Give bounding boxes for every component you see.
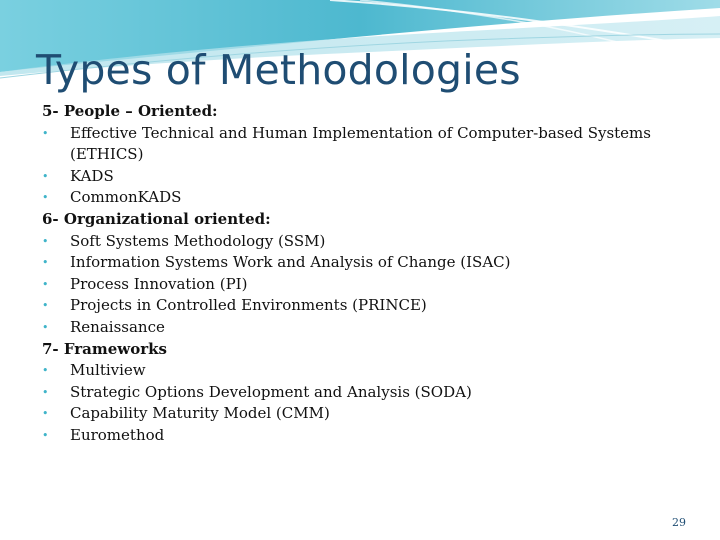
section-people-oriented (42, 101, 692, 209)
slide-title: Types of Methodologies (36, 46, 521, 94)
list-item (42, 382, 692, 404)
list-item (42, 187, 692, 209)
list-item-text: Capability Maturity Model (CMM) (70, 404, 330, 423)
list-item (42, 123, 692, 166)
list-item (42, 360, 692, 382)
list-item (42, 317, 692, 339)
bullet-icon: • (42, 320, 49, 334)
bullet-icon: • (42, 299, 49, 313)
page-number: 29 (672, 516, 686, 529)
list-item-text: Effective Technical and Human Implementation of Computer-based Systems (ETHICS) (70, 123, 651, 164)
list-item-text: Information Systems Work and Analysis of Change (ISAC) (70, 253, 511, 272)
methodology-list (42, 101, 692, 447)
section-heading: 7- Frameworks (42, 339, 167, 358)
list-item-text: Process Innovation (PI) (70, 274, 248, 293)
list-item (42, 403, 692, 425)
list-item (42, 274, 692, 296)
bullet-icon: • (42, 191, 49, 205)
list-item-text: KADS (70, 166, 114, 185)
bullet-icon: • (42, 169, 49, 183)
section-organizational-oriented (42, 209, 692, 339)
bullet-icon: • (42, 126, 49, 140)
bullet-icon: • (42, 364, 49, 378)
list-item (42, 295, 692, 317)
list-item-text: CommonKADS (70, 188, 182, 207)
list-item (42, 166, 692, 188)
list-item-text: Renaissance (70, 317, 165, 336)
bullet-icon: • (42, 234, 49, 248)
bullet-icon: • (42, 256, 49, 270)
list-item (42, 231, 692, 253)
section-heading: 5- People – Oriented: (42, 102, 218, 120)
list-item-text: Soft Systems Methodology (SSM) (70, 231, 326, 250)
bullet-icon: • (42, 407, 49, 421)
list-item (42, 252, 692, 274)
section-frameworks (42, 339, 692, 447)
bullet-icon: • (42, 428, 49, 442)
list-item-text: Strategic Options Development and Analysis (SODA) (70, 382, 472, 401)
section-heading: 6- Organizational oriented: (42, 209, 271, 228)
list-item-text: Euromethod (70, 425, 165, 444)
list-item-text: Multiview (70, 361, 146, 380)
bullet-icon: • (42, 277, 49, 291)
list-item-text: Projects in Controlled Environments (PRINCE) (70, 296, 427, 315)
bullet-icon: • (42, 385, 49, 399)
list-item (42, 425, 692, 447)
